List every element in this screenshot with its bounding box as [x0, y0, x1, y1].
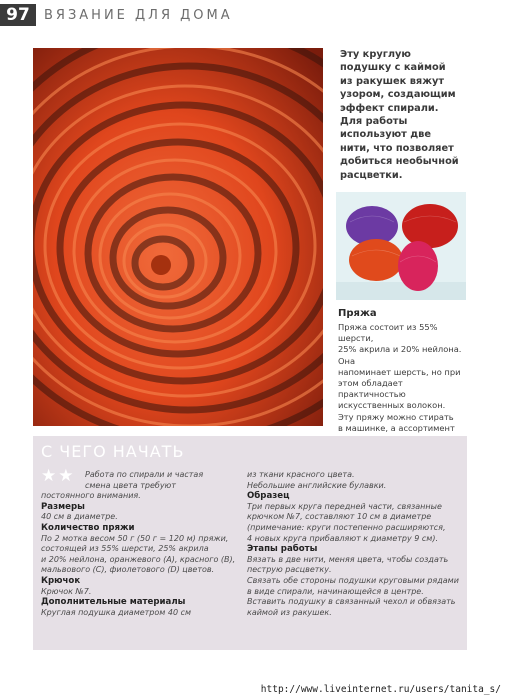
intro-line: расцветки.	[340, 169, 403, 181]
materials-continued-line: Небольшие английские булавки.	[247, 480, 387, 490]
yarn-quantity-heading: Количество пряжи	[41, 522, 135, 533]
sizes-heading: Размеры	[41, 501, 85, 512]
hook-heading: Крючок	[41, 575, 81, 586]
materials-continued-line: из ткани красного цвета.	[247, 470, 355, 479]
intro-line: используют две	[340, 129, 431, 141]
yarn-line: в машинке, а ассортимент	[338, 422, 455, 433]
steps-line: Вязать в две нити, меняя цвета, чтобы создать	[247, 554, 449, 564]
yarn-line: искусственных волокон.	[338, 400, 446, 411]
intro-line: узором, создающим	[340, 89, 456, 101]
difficulty-line: Работа по спирали и частая	[85, 470, 204, 479]
yarn-line: Пряжа состоит из 55% шерсти,	[338, 322, 438, 344]
difficulty-line: постоянного внимания.	[41, 491, 141, 501]
panel-title: С ЧЕГО НАЧАТЬ	[41, 442, 185, 461]
gauge-line: 4 новых круга прибавляют к диаметру 9 см).	[247, 533, 438, 543]
steps-line: Вставить подушку в связанный чехол и обвязать	[247, 597, 456, 607]
page-number: 97	[0, 4, 36, 26]
yarn-quantity-line: По 2 мотка весом 50 г (50 г = 120 м) пряжи,	[41, 533, 229, 543]
intro-line: подушку с каймой	[340, 62, 446, 74]
hook-text: Крючок №7.	[41, 586, 92, 596]
yarn-quantity-line: состоящей из 55% шерсти, 25% акрила	[41, 544, 209, 554]
instructions-panel	[33, 436, 467, 650]
yarn-heading: Пряжа	[338, 308, 377, 319]
yarn-quantity-line: мальвового (C), фиолетового (D) цветов.	[41, 565, 215, 575]
yarn-line: Эту пряжу можно стирать	[338, 411, 454, 422]
steps-line: пеструю расцветку.	[247, 565, 332, 575]
star-icon: ★★	[41, 466, 76, 486]
yarn-skeins-photo	[336, 192, 466, 300]
gauge-line: Три первых круга передней части, связанные	[247, 501, 442, 511]
extra-materials-text: Круглая подушка диаметром 40 см	[41, 607, 192, 617]
gauge-heading: Образец	[247, 491, 290, 502]
spiral-cushion-photo	[33, 48, 323, 426]
intro-text	[340, 48, 466, 182]
section-title: ВЯЗАНИЕ ДЛЯ ДОМА	[44, 8, 233, 23]
intro-line: из ракушек вяжут	[340, 75, 445, 87]
instructions-left-column	[41, 470, 241, 618]
intro-line: эффект спирали.	[340, 102, 439, 114]
gauge-line: крючком №7, составляют 10 см в диаметре	[247, 512, 432, 522]
yarn-quantity-line: и 20% нейлона, оранжевого (A), красного (B),	[41, 554, 236, 564]
yarn-line: 25% акрила и 20% нейлона. Она	[338, 344, 462, 366]
yarn-line: этом обладает практичностью	[338, 378, 406, 400]
steps-line: каймой из ракушек.	[247, 607, 332, 617]
yarn-line: напоминает шерсть, но при	[338, 366, 461, 377]
source-url: http://www.liveinternet.ru/users/tanita_s/	[260, 684, 501, 695]
gauge-line: (примечание: круги постепенно расширяются,	[247, 522, 446, 532]
steps-line: Связать обе стороны подушки круговыми рядами	[247, 575, 459, 585]
sizes-text: 40 см в диаметре.	[41, 512, 118, 522]
instructions-right-column	[247, 470, 459, 618]
extra-materials-heading: Дополнительные материалы	[41, 597, 186, 608]
intro-line: Для работы	[340, 116, 408, 128]
steps-line: в виде спирали, начинающейся в центре.	[247, 586, 424, 596]
difficulty-line: смена цвета требуют	[85, 480, 176, 490]
intro-line: добиться необычной	[340, 156, 459, 168]
intro-line: нити, что позволяет	[340, 142, 454, 154]
steps-heading: Этапы работы	[247, 544, 318, 555]
intro-line: Эту круглую	[340, 49, 411, 60]
